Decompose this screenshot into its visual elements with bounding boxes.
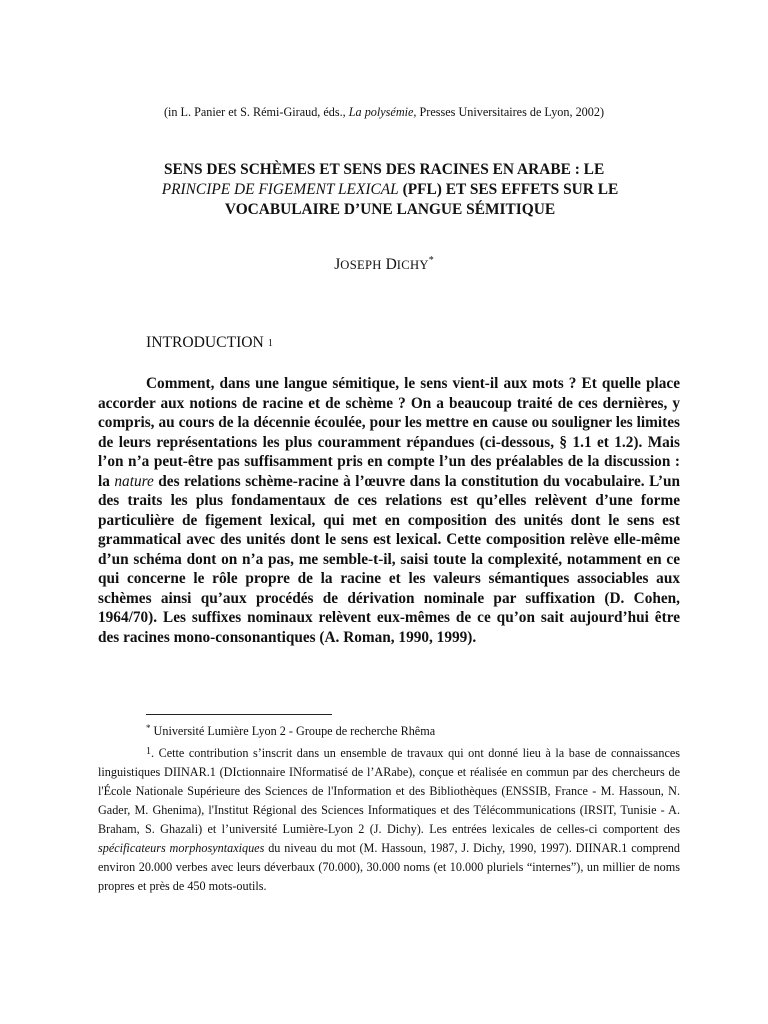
footnote-author-text: Université Lumière Lyon 2 - Groupe de recherche Rhêma [150,724,436,738]
footnote-1-part-1: . Cette contribution s’inscrit dans un ensemble de travaux qui ont donné lieu à la base de connaissances linguistiques DIINAR.1 (DIctionnaire INformatisé de l’ARabe), conçue et réalisée en commun par des chercheurs de l'École Nationale Supérieure des Sciences de l'Information et des Bibliothèques (ENSSIB, France - M. Hassoun, N. Gader, M. Ghenima), l'Institut Régional des Sciences Informatiques et des Télécommunications (IRSIT, Tunisie - A. Braham, S. Ghazali) et l’université Lumière-Lyon 2 (J. Dichy). Les entrées lexicales de celles-ci comportent des [98,746,680,836]
footnote-author [98,722,680,741]
paragraph-part-1: Comment, dans une langue sémitique, le sens vient-il aux mots ? Et quelle place accorder aux notions de racine et de schème ? On a beaucoup traité de ces dernières, y compris, au cours de la décennie écoulée, pour les mettre en cause ou souligner les limites de leurs représentations les plus couramment répandues (ci-dessous, § 1.1 et 1.2). Mais l’on n’a peut-être pas suffisamment pris en compte l’un des préalables de la discussion : la [98,375,680,490]
section-heading-text: INTRODUCTION [146,334,264,351]
footnote-1-number: 1 [146,746,151,757]
footnote-1-italic: spécificateurs morphosyntaxiques [98,841,265,855]
section-heading [146,334,273,353]
citation-line [0,104,768,120]
footnote-separator [146,714,332,715]
author-footnote-marker: * [428,255,434,266]
author-first-initial: J [334,256,341,273]
paper-title [120,160,660,220]
author-last-rest: ICHY [396,258,429,272]
citation-suffix: Presses Universitaires de Lyon, 2002) [416,105,605,119]
citation-book-title: La polysémie, [348,105,417,119]
footnote-1 [98,742,680,896]
title-line-2-rest: (PFL) ET SES EFFETS SUR LE [398,181,619,198]
paragraph-part-2: des relations schème-racine à l’œuvre dans la constitution du vocabulaire. L’un des traits les plus fondamentaux de ces relations est qu’elles relèvent d’une forme particulière de figement lexical, qui met en composition des unités dont le sens est grammatical avec des unités dont le sens est lexical. Cette composition relève elle-même d’un schéma dont on n’a pas, me semble-t-il, saisi toute la complexité, notamment en ce qui concerne le rôle propre de la racine et les valeurs sémantiques associables aux schèmes ainsi qu’aux procédés de dérivation nominale par suffixation (D. Cohen, 1964/70). Les suffixes nominaux relèvent eux-mêmes de ce qu’on sait aujourd’hui être des racines mono-consonantiques (A. Roman, 1990, 1999). [98,472,680,646]
title-line-2 [120,180,660,200]
footnote-author-marker: * [146,723,151,733]
title-line-3: VOCABULAIRE D’UNE LANGUE SÉMITIQUE [224,201,556,218]
paragraph-italic-word: nature [114,472,154,490]
introduction-paragraph [98,374,680,647]
footnote-reference: 1 [267,338,273,349]
citation-prefix: (in L. Panier et S. Rémi-Giraud, éds., [163,105,349,119]
author-first-rest: OSEPH [340,258,382,272]
title-line-1: SENS DES SCHÈMES ET SENS DES RACINES EN ARABE : LE [164,161,605,178]
author-last-initial: D [381,256,397,273]
footnote-1-part-2: du niveau du mot (M. Hassoun, 1987, J. Dichy, 1990, 1997). DIINAR.1 comprend environ 20.000 verbes avec leurs déverbaux (70.000), 30.000 noms (et 10.000 pluriels “internes”), un millier de noms propres et près de 450 mots-outils. [98,841,680,893]
author-name [0,256,768,274]
title-italic-phrase: PRINCIPE DE FIGEMENT LEXICAL [161,181,399,198]
